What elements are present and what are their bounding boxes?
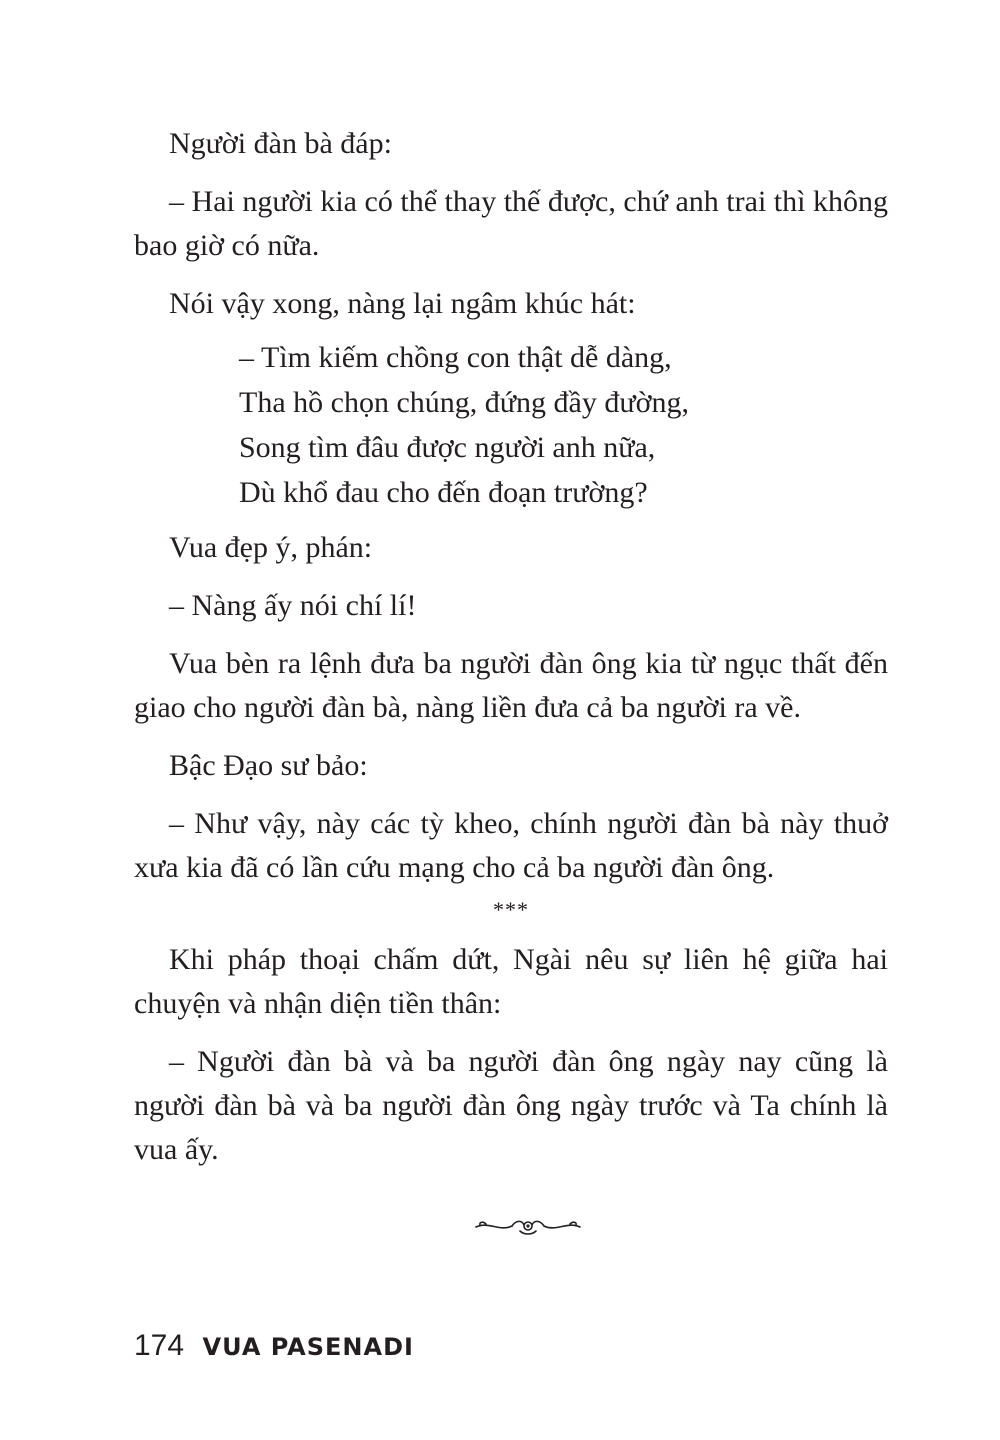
poem-line: – Tìm kiếm chồng con thật dễ dàng, — [239, 341, 672, 374]
poem — [239, 336, 888, 516]
paragraph: Người đàn bà đáp: — [169, 127, 392, 160]
paragraph: – Người đàn bà và ba người đàn ông ngày nay cũng là người đàn bà và ba người đàn ông ngày trước và Ta chính là vua ấy. — [134, 1045, 888, 1166]
body-text — [134, 122, 888, 1172]
paragraph: – Nàng ấy nói chí lí! — [169, 589, 417, 622]
poem-line: Dù khổ đau cho đến đoạn trường? — [239, 476, 648, 509]
page-number: 174 — [134, 1329, 185, 1362]
paragraph: Vua bèn ra lệnh đưa ba người đàn ông kia từ ngục thất đến giao cho người đàn bà, nàng liền đưa cả ba người ra về. — [134, 647, 888, 724]
poem-line: Tha hồ chọn chúng, đứng đầy đường, — [239, 386, 689, 419]
paragraph: Vua đẹp ý, phán: — [169, 531, 373, 564]
running-title: VUA PASENADI — [202, 1333, 414, 1361]
paragraph: – Như vậy, này các tỳ kheo, chính người đàn bà này thuở xưa kia đã có lần cứu mạng cho cả ba người đàn ông. — [134, 807, 888, 884]
paragraph: Khi pháp thoại chấm dứt, Ngài nêu sự liên hệ giữa hai chuyện và nhận diện tiền thân: — [134, 943, 888, 1020]
section-separator: *** — [493, 897, 529, 922]
page-footer — [134, 1326, 414, 1366]
paragraph: Bậc Đạo sư bảo: — [169, 749, 368, 782]
paragraph: Nói vậy xong, nàng lại ngâm khúc hát: — [169, 287, 636, 320]
poem-line: Song tìm đâu được người anh nữa, — [239, 431, 656, 464]
flourish-divider-icon — [474, 1214, 582, 1238]
paragraph: – Hai người kia có thể thay thế được, chứ anh trai thì không bao giờ có nữa. — [134, 185, 888, 262]
